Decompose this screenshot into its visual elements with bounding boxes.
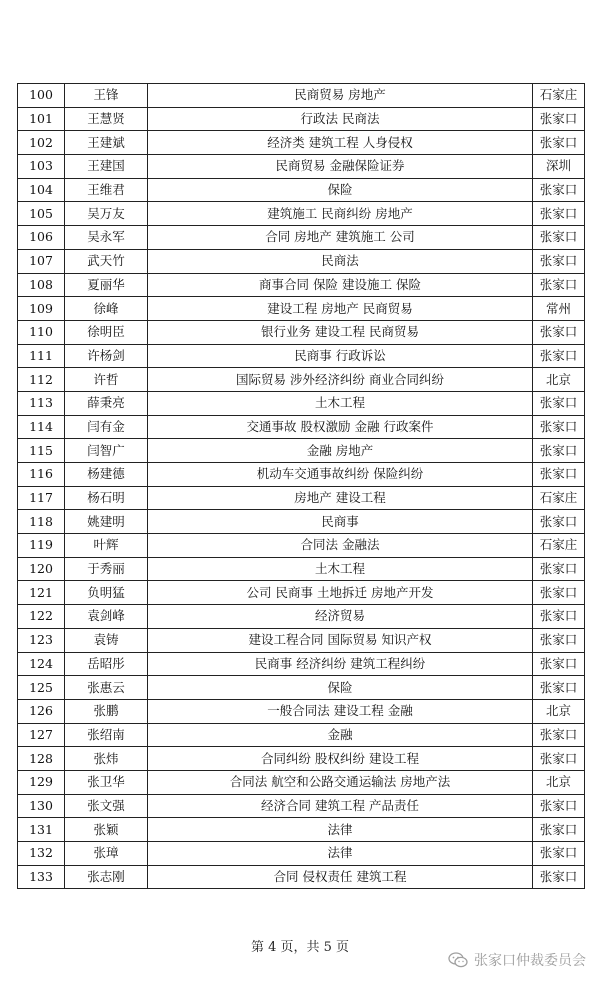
table-row [18,676,585,700]
row-number-cell: 118 [18,510,65,534]
row-number-cell: 126 [18,699,65,723]
arbitrator-name-cell: 王维君 [65,178,148,202]
row-number-cell: 111 [18,344,65,368]
city-cell: 张家口 [533,747,585,771]
table-row [18,463,585,487]
row-number-cell: 107 [18,249,65,273]
arbitrator-name-cell: 闫有金 [65,415,148,439]
table-row [18,534,585,558]
arbitrator-name-cell: 徐峰 [65,297,148,321]
expertise-cell: 建筑施工 民商纠纷 房地产 [148,202,533,226]
row-number-cell: 108 [18,273,65,297]
row-number-cell: 123 [18,628,65,652]
arbitrator-name-cell: 张颖 [65,818,148,842]
city-cell: 张家口 [533,178,585,202]
city-cell: 张家口 [533,865,585,889]
expertise-cell: 机动车交通事故纠纷 保险纠纷 [148,463,533,487]
city-cell: 深圳 [533,155,585,179]
arbitrator-name-cell: 闫智广 [65,439,148,463]
city-cell: 张家口 [533,463,585,487]
arbitrator-name-cell: 张炜 [65,747,148,771]
arbitrator-name-cell: 姚建明 [65,510,148,534]
table-row [18,652,585,676]
table-row [18,84,585,108]
expertise-cell: 合同法 航空和公路交通运输法 房地产法 [148,770,533,794]
arbitrator-name-cell: 吴万友 [65,202,148,226]
arbitrator-name-cell: 夏丽华 [65,273,148,297]
city-cell: 张家口 [533,249,585,273]
city-cell: 张家口 [533,510,585,534]
city-cell: 北京 [533,699,585,723]
city-cell: 张家口 [533,131,585,155]
expertise-cell: 公司 民商事 土地拆迁 房地产开发 [148,581,533,605]
table-row [18,557,585,581]
table-row [18,344,585,368]
table-row [18,770,585,794]
expertise-cell: 法律 [148,818,533,842]
expertise-cell: 建设工程合同 国际贸易 知识产权 [148,628,533,652]
city-cell: 张家口 [533,842,585,866]
city-cell: 张家口 [533,344,585,368]
row-number-cell: 109 [18,297,65,321]
arbitrator-name-cell: 王建斌 [65,131,148,155]
city-cell: 张家口 [533,723,585,747]
expertise-cell: 国际贸易 涉外经济纠纷 商业合同纠纷 [148,368,533,392]
arbitrator-table-body [18,84,585,889]
expertise-cell: 建设工程 房地产 民商贸易 [148,297,533,321]
table-row [18,107,585,131]
arbitrator-name-cell: 杨石明 [65,486,148,510]
city-cell: 张家口 [533,628,585,652]
arbitrator-name-cell: 袁剑峰 [65,605,148,629]
row-number-cell: 120 [18,557,65,581]
arbitrator-name-cell: 叶辉 [65,534,148,558]
row-number-cell: 133 [18,865,65,889]
table-row [18,818,585,842]
table-row [18,178,585,202]
arbitrator-name-cell: 张绍南 [65,723,148,747]
arbitrator-name-cell: 王锋 [65,84,148,108]
arbitrator-name-cell: 许哲 [65,368,148,392]
row-number-cell: 104 [18,178,65,202]
expertise-cell: 行政法 民商法 [148,107,533,131]
row-number-cell: 127 [18,723,65,747]
arbitrator-name-cell: 张惠云 [65,676,148,700]
city-cell: 张家口 [533,391,585,415]
city-cell: 张家口 [533,226,585,250]
arbitrator-name-cell: 张璋 [65,842,148,866]
row-number-cell: 115 [18,439,65,463]
city-cell: 北京 [533,770,585,794]
city-cell: 张家口 [533,202,585,226]
city-cell: 张家口 [533,320,585,344]
table-row [18,202,585,226]
city-cell: 张家口 [533,415,585,439]
city-cell: 张家口 [533,107,585,131]
table-row [18,320,585,344]
table-row [18,439,585,463]
expertise-cell: 银行业务 建设工程 民商贸易 [148,320,533,344]
table-row [18,842,585,866]
row-number-cell: 121 [18,581,65,605]
expertise-cell: 土木工程 [148,557,533,581]
row-number-cell: 130 [18,794,65,818]
city-cell: 张家口 [533,676,585,700]
city-cell: 张家口 [533,794,585,818]
arbitrator-name-cell: 武天竹 [65,249,148,273]
arbitrator-table [17,83,585,889]
table-row [18,391,585,415]
expertise-cell: 经济合同 建筑工程 产品责任 [148,794,533,818]
row-number-cell: 100 [18,84,65,108]
city-cell: 张家口 [533,818,585,842]
row-number-cell: 110 [18,320,65,344]
table-row [18,794,585,818]
row-number-cell: 116 [18,463,65,487]
arbitrator-name-cell: 吴永军 [65,226,148,250]
row-number-cell: 114 [18,415,65,439]
arbitrator-name-cell: 王建国 [65,155,148,179]
arbitrator-name-cell: 徐明臣 [65,320,148,344]
row-number-cell: 128 [18,747,65,771]
expertise-cell: 民商事 经济纠纷 建筑工程纠纷 [148,652,533,676]
table-row [18,723,585,747]
row-number-cell: 125 [18,676,65,700]
arbitrator-name-cell: 张卫华 [65,770,148,794]
table-row [18,699,585,723]
city-cell: 张家口 [533,581,585,605]
expertise-cell: 合同纠纷 股权纠纷 建设工程 [148,747,533,771]
expertise-cell: 经济类 建筑工程 人身侵权 [148,131,533,155]
watermark [448,950,586,970]
city-cell: 石家庄 [533,486,585,510]
row-number-cell: 102 [18,131,65,155]
row-number-cell: 129 [18,770,65,794]
city-cell: 常州 [533,297,585,321]
arbitrator-name-cell: 薛秉亮 [65,391,148,415]
row-number-cell: 103 [18,155,65,179]
table-row [18,226,585,250]
arbitrator-name-cell: 张志刚 [65,865,148,889]
table-row [18,628,585,652]
expertise-cell: 合同法 金融法 [148,534,533,558]
table-row [18,131,585,155]
expertise-cell: 民商事 [148,510,533,534]
arbitrator-name-cell: 负明猛 [65,581,148,605]
wechat-icon [448,952,468,968]
table-row [18,273,585,297]
expertise-cell: 商事合同 保险 建设施工 保险 [148,273,533,297]
city-cell: 北京 [533,368,585,392]
row-number-cell: 124 [18,652,65,676]
expertise-cell: 金融 房地产 [148,439,533,463]
city-cell: 石家庄 [533,534,585,558]
expertise-cell: 保险 [148,178,533,202]
expertise-cell: 民商贸易 房地产 [148,84,533,108]
expertise-cell: 民商事 行政诉讼 [148,344,533,368]
table-row [18,747,585,771]
table-row [18,510,585,534]
expertise-cell: 合同 房地产 建筑施工 公司 [148,226,533,250]
expertise-cell: 民商贸易 金融保险证券 [148,155,533,179]
table-row [18,865,585,889]
row-number-cell: 117 [18,486,65,510]
expertise-cell: 一般合同法 建设工程 金融 [148,699,533,723]
arbitrator-name-cell: 于秀丽 [65,557,148,581]
expertise-cell: 合同 侵权责任 建筑工程 [148,865,533,889]
arbitrator-name-cell: 许杨剑 [65,344,148,368]
expertise-cell: 保险 [148,676,533,700]
arbitrator-name-cell: 杨建德 [65,463,148,487]
arbitrator-name-cell: 袁铸 [65,628,148,652]
city-cell: 张家口 [533,273,585,297]
table-row [18,368,585,392]
table-row [18,581,585,605]
table-row [18,415,585,439]
table-row [18,155,585,179]
expertise-cell: 经济贸易 [148,605,533,629]
row-number-cell: 119 [18,534,65,558]
watermark-text: 张家口仲裁委员会 [474,953,586,969]
row-number-cell: 112 [18,368,65,392]
expertise-cell: 法律 [148,842,533,866]
row-number-cell: 131 [18,818,65,842]
city-cell: 石家庄 [533,84,585,108]
row-number-cell: 113 [18,391,65,415]
row-number-cell: 105 [18,202,65,226]
row-number-cell: 101 [18,107,65,131]
table-row [18,249,585,273]
expertise-cell: 金融 [148,723,533,747]
row-number-cell: 132 [18,842,65,866]
arbitrator-name-cell: 王慧贤 [65,107,148,131]
table-row [18,486,585,510]
expertise-cell: 民商法 [148,249,533,273]
city-cell: 张家口 [533,439,585,463]
page-number: 第 4 页，共 5 页 [250,940,350,955]
arbitrator-name-cell: 岳昭彤 [65,652,148,676]
expertise-cell: 土木工程 [148,391,533,415]
table-row [18,605,585,629]
row-number-cell: 106 [18,226,65,250]
table-row [18,297,585,321]
row-number-cell: 122 [18,605,65,629]
expertise-cell: 交通事故 股权激励 金融 行政案件 [148,415,533,439]
arbitrator-name-cell: 张文强 [65,794,148,818]
city-cell: 张家口 [533,652,585,676]
arbitrator-name-cell: 张鹏 [65,699,148,723]
city-cell: 张家口 [533,605,585,629]
expertise-cell: 房地产 建设工程 [148,486,533,510]
city-cell: 张家口 [533,557,585,581]
